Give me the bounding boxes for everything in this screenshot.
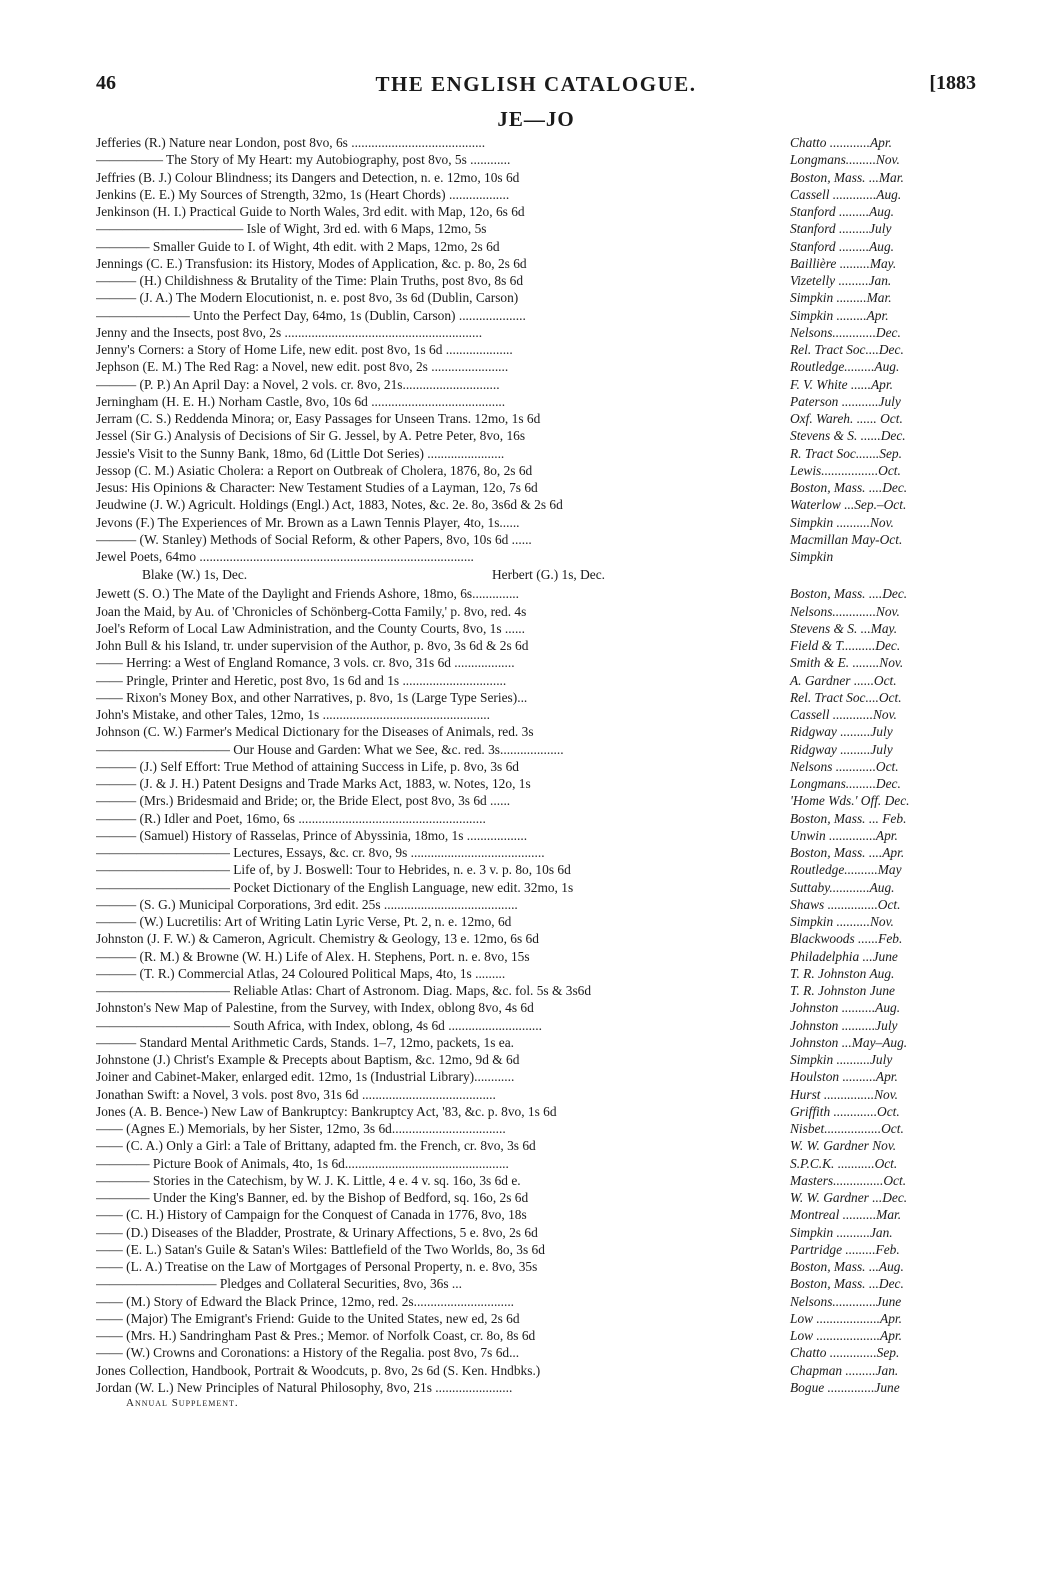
catalogue-entry (96, 1137, 976, 1154)
entry-publisher: Chapman .........Jan. (790, 1362, 899, 1378)
entry-title: ———— Picture Book of Animals, 4to, 1s 6d................................................. (96, 1155, 509, 1171)
catalogue-entry (96, 792, 976, 809)
catalogue-entry (96, 324, 976, 341)
catalogue-entry (96, 151, 976, 168)
entry-title: —— (L. A.) Treatise on the Law of Mortgages of Personal Property, n. e. 8vo, 35s (96, 1259, 538, 1274)
entries-list-b (96, 585, 976, 1396)
catalogue-entry (96, 238, 976, 255)
entry-publisher: Nisbet.................Oct. (790, 1121, 904, 1136)
entry-title: —————————— Life of, by J. Boswell: Tour to Hebrides, n. e. 3 v. p. 8o, 10s 6d (96, 862, 571, 878)
catalogue-entry (96, 255, 976, 272)
catalogue-entry (96, 1051, 976, 1068)
catalogue-entry (96, 1379, 976, 1396)
entry-title: Jerram (C. S.) Reddenda Minora; or, Easy Passages for Unseen Trans. 12mo, 1s 6d (96, 411, 541, 426)
catalogue-entry (96, 585, 976, 602)
entry-publisher: Nelsons.............June (790, 1293, 902, 1309)
catalogue-entry (96, 741, 976, 758)
entry-title: ——— (W.) Lucretilis: Art of Writing Latin Lyric Verse, Pt. 2, n. e. 12mo, 6d (96, 914, 512, 929)
entry-title: —— (Agnes E.) Memorials, by her Sister, 12mo, 3s 6d.................................. (96, 1121, 506, 1136)
entry-publisher: Simpkin .........Mar. (790, 290, 892, 306)
catalogue-entry (96, 913, 976, 930)
entry-title: ——— (R. M.) & Browne (W. H.) Life of Alex. H. Stephens, Port. n. e. 8vo, 15s (96, 948, 530, 964)
entry-publisher: Baillière .........May. (790, 255, 897, 271)
catalogue-page (96, 72, 976, 1410)
entry-publisher: Simpkin ..........Jan. (790, 1224, 893, 1240)
entry-title: Jonathan Swift: a Novel, 3 vols. post 8vo, 31s 6d ........................................ (96, 1086, 496, 1102)
entry-publisher: Macmillan May-Oct. (790, 531, 903, 547)
entry-title: Jessop (C. M.) Asiatic Cholera: a Report on Outbreak of Cholera, 1876, 8o, 2s 6d (96, 462, 533, 478)
entry-publisher: W. W. Gardner Nov. (790, 1138, 897, 1154)
catalogue-entry (96, 930, 976, 947)
entry-publisher: Partridge .........Feb. (790, 1241, 900, 1257)
entry-publisher: Suttaby............Aug. (790, 879, 895, 895)
entry-publisher: Paterson ...........July (790, 393, 901, 409)
entry-publisher: Smith & E. ........Nov. (790, 655, 904, 671)
entry-publisher: Boston, Mass. ... Feb. (790, 810, 907, 826)
entry-publisher: Field & T..........Dec. (790, 638, 901, 653)
entry-publisher: Stevens & S. ......Dec. (790, 428, 906, 444)
entry-title: Jefferies (R.) Nature near London, post 8vo, 6s ........................................ (96, 135, 486, 150)
entry-publisher: Boston, Mass. ....Dec. (790, 480, 908, 495)
catalogue-entry (96, 1189, 976, 1206)
entry-title: Johnson (C. W.) Farmer's Medical Dictionary for the Diseases of Animals, red. 3s (96, 724, 534, 740)
entry-publisher: Simpkin ..........July (790, 1052, 893, 1067)
entry-title: —————————— Our House and Garden: What we See, &c. red. 3s................... (96, 741, 564, 757)
entry-title: Joan the Maid, by Au. of 'Chronicles of Schönberg-Cotta Family,' p. 8vo, red. 4s (96, 603, 527, 619)
catalogue-entry (96, 1068, 976, 1085)
footer-signature: Annual Supplement. (126, 1397, 239, 1409)
entry-publisher: Simpkin .........Apr. (790, 307, 889, 323)
catalogue-entry (96, 999, 976, 1016)
catalogue-entry (96, 1293, 976, 1310)
entry-publisher: W. W. Gardner ...Dec. (790, 1190, 908, 1205)
catalogue-entry (96, 1155, 976, 1172)
entry-title: —— (E. L.) Satan's Guile & Satan's Wiles: Battlefield of the Two Worlds, 8o, 3s 6d (96, 1241, 545, 1257)
entry-title: ———— Smaller Guide to I. of Wight, 4th edit. with 2 Maps, 12mo, 2s 6d (96, 238, 500, 254)
entry-title: ——— (H.) Childishness & Brutality of the Time: Plain Truths, post 8vo, 8s 6d (96, 273, 524, 288)
catalogue-entry (96, 496, 976, 513)
entry-title: Jevons (F.) The Experiences of Mr. Brown as a Lawn Tennis Player, 4to, 1s...... (96, 514, 520, 530)
entry-title: ——— (J.) Self Effort: True Method of attaining Success in Life, p. 8vo, 3s 6d (96, 758, 520, 774)
entry-title: Jewel Poets, 64mo .................................................................................. (96, 549, 474, 564)
entry-title: —— (C. H.) History of Campaign for the Conquest of Canada in 1776, 8vo, 18s (96, 1207, 527, 1223)
catalogue-entry (96, 1258, 976, 1275)
entry-title: John Bull & his Island, tr. under supervision of the Author, p. 8vo, 3s 6d & 2s 6d (96, 638, 529, 653)
catalogue-entry (96, 1241, 976, 1258)
catalogue-entry (96, 272, 976, 289)
entry-title: —————————— Pocket Dictionary of the English Language, new edit. 32mo, 1s (96, 879, 574, 895)
catalogue-entry (96, 410, 976, 427)
catalogue-entry (96, 393, 976, 410)
entry-publisher: T. R. Johnston June (790, 983, 895, 998)
catalogue-entry (96, 462, 976, 479)
entry-publisher: Bogue ..............June (790, 1379, 900, 1395)
entry-title: Jenkins (E. E.) My Sources of Strength, 32mo, 1s (Heart Chords) .................. (96, 186, 510, 202)
entry-publisher: Philadelphia ...June (790, 948, 898, 964)
entry-publisher: Boston, Mass. ....Dec. (790, 586, 908, 602)
catalogue-entry (96, 810, 976, 827)
catalogue-entry (96, 289, 976, 306)
catalogue-entry (96, 514, 976, 531)
entry-title: —— (D.) Diseases of the Bladder, Prostrate, & Urinary Affections, 5 e. 8vo, 2s 6d (96, 1224, 538, 1240)
entry-publisher: Boston, Mass. ...Mar. (790, 169, 904, 185)
catalogue-entry (96, 1310, 976, 1327)
catalogue-entry (96, 758, 976, 775)
catalogue-entry (96, 531, 976, 548)
entry-publisher: Johnston ..........Aug. (790, 1000, 901, 1016)
entry-title: Jordan (W. L.) New Principles of Natural Philosophy, 8vo, 21s ....................... (96, 1379, 513, 1395)
entry-publisher: Stevens & S. ...May. (790, 620, 898, 636)
entry-publisher: Waterlow ...Sep.–Oct. (790, 497, 907, 513)
catalogue-entry (96, 620, 976, 637)
entry-title: —— (W.) Crowns and Coronations: a History of the Regalia. post 8vo, 7s 6d... (96, 1345, 520, 1361)
sub-item: Herbert (G.) 1s, Dec. (492, 567, 606, 583)
entry-title: ——— (Mrs.) Bridesmaid and Bride; or, the Bride Elect, post 8vo, 3s 6d ...... (96, 793, 511, 809)
entry-title: Jenny and the Insects, post 8vo, 2s ........................................................... (96, 324, 483, 340)
entry-publisher: Routledge..........May (790, 862, 902, 878)
entry-title: Johnston's New Map of Palestine, from the Survey, with Index, oblong 8vo, 4s 6d (96, 1000, 534, 1016)
entry-publisher: Stanford .........July (790, 221, 892, 237)
entry-publisher: A. Gardner ......Oct. (790, 672, 897, 688)
entry-title: Jesus: His Opinions & Character: New Testament Studies of a Layman, 12o, 7s 6d (96, 480, 538, 495)
entry-publisher: Simpkin ..........Nov. (790, 914, 894, 929)
entry-publisher: Nelsons ............Oct. (790, 758, 899, 774)
entry-title: —— Herring: a West of England Romance, 3 vols. cr. 8vo, 31s 6d .................. (96, 655, 515, 671)
entry-publisher: Ridgway .........July (790, 724, 893, 740)
entry-title: Johnston (J. F. W.) & Cameron, Agricult. Chemistry & Geology, 13 e. 12mo, 6s 6d (96, 931, 539, 947)
catalogue-entry (96, 1120, 976, 1137)
entry-title: —————————— Reliable Atlas: Chart of Astronom. Diag. Maps, &c. fol. 5s & 3s6d (96, 983, 592, 998)
sub-item: Blake (W.) 1s, Dec. (142, 567, 248, 583)
entry-publisher: Griffith .............Oct. (790, 1103, 900, 1119)
entry-title: ——— (Samuel) History of Rasselas, Prince of Abyssinia, 18mo, 1s .................. (96, 827, 528, 843)
entry-title: —— Rixon's Money Box, and other Narratives, p. 8vo, 1s (Large Type Series)... (96, 689, 528, 705)
entry-publisher: Nelsons.............Dec. (790, 324, 901, 340)
entry-title: Jenny's Corners: a Story of Home Life, new edit. post 8vo, 1s 6d .................... (96, 342, 513, 357)
entry-publisher: Oxf. Wareh. ...... Oct. (790, 411, 903, 426)
catalogue-entry (96, 445, 976, 462)
entries-list-a (96, 134, 976, 565)
entry-title: Jephson (E. M.) The Red Rag: a Novel, new edit. post 8vo, 2s ....................... (96, 359, 509, 375)
catalogue-entry (96, 896, 976, 913)
entry-title: ——— Standard Mental Arithmetic Cards, Stands. 1–7, 12mo, packets, 1s ea. (96, 1034, 515, 1050)
entry-publisher: Longmans.........Nov. (790, 152, 900, 168)
page-header (96, 72, 976, 106)
catalogue-entry (96, 186, 976, 203)
entry-title: —————————— Lectures, Essays, &c. cr. 8vo, 9s ........................................ (96, 845, 545, 860)
entry-title: Jones (A. B. Bence-) New Law of Bankruptcy: Bankruptcy Act, '83, &c. p. 8vo, 1s 6d (96, 1103, 557, 1119)
catalogue-entry (96, 1086, 976, 1103)
catalogue-entry (96, 1327, 976, 1344)
entry-title: ——— (W. Stanley) Methods of Social Reform, & other Papers, 8vo, 10s 6d ...... (96, 531, 532, 547)
catalogue-entry (96, 427, 976, 444)
entry-publisher: Cassell ............Nov. (790, 707, 897, 722)
catalogue-entry (96, 1034, 976, 1051)
entry-title: —— Pringle, Printer and Heretic, post 8vo, 1s 6d and 1s ............................... (96, 672, 507, 688)
entry-publisher: Blackwoods ......Feb. (790, 931, 903, 947)
entry-title: Jenkinson (H. I.) Practical Guide to North Wales, 3rd edit. with Map, 12o, 6s 6d (96, 204, 525, 219)
entry-publisher: 'Home Wds.' Off. Dec. (790, 793, 910, 809)
entry-publisher: Stanford .........Aug. (790, 238, 895, 254)
entry-publisher: F. V. White ......Apr. (790, 376, 893, 392)
catalogue-entry (96, 948, 976, 965)
entry-publisher: Stanford .........Aug. (790, 204, 895, 219)
catalogue-entry (96, 220, 976, 237)
entry-publisher: Cassell .............Aug. (790, 186, 902, 202)
entry-publisher: Low ...................Apr. (790, 1328, 902, 1343)
entry-title: Johnstone (J.) Christ's Example & Precepts about Baptism, &c. 12mo, 9d & 6d (96, 1052, 520, 1067)
entry-title: ———— Under the King's Banner, ed. by the Bishop of Bedford, sq. 16o, 2s 6d (96, 1190, 529, 1205)
entry-title: ———— Stories in the Catechism, by W. J. K. Little, 4 e. 4 v. sq. 16o, 3s 6d e. (96, 1172, 521, 1188)
entry-publisher: Nelsons.............Nov. (790, 603, 900, 619)
entry-title: —— (M.) Story of Edward the Black Prince, 12mo, red. 2s.............................. (96, 1293, 515, 1309)
entry-title: Jennings (C. E.) Transfusion: its History, Modes of Application, &c. p. 8o, 2s 6d (96, 255, 527, 271)
catalogue-entry (96, 965, 976, 982)
page-year: [1883 (929, 72, 976, 94)
entry-publisher: Johnston ...May–Aug. (790, 1034, 908, 1050)
catalogue-entry (96, 1224, 976, 1241)
entry-title: —— (Mrs. H.) Sandringham Past & Pres.; Memor. of Norfolk Coast, cr. 8o, 8s 6d (96, 1328, 536, 1343)
entry-title: ——— (R.) Idler and Poet, 16mo, 6s ........................................................ (96, 810, 486, 826)
catalogue-entry (96, 827, 976, 844)
entry-publisher: Routledge.........Aug. (790, 359, 900, 375)
entry-publisher: Chatto ............Apr. (790, 135, 892, 150)
entry-title: Jeudwine (J. W.) Agricult. Holdings (Engl.) Act, 1883, Notes, &c. 2e. 8o, 3s6d & 2s 6d (96, 497, 563, 513)
entry-publisher: Lewis.................Oct. (790, 462, 901, 478)
catalogue-entry (96, 844, 976, 861)
entry-title: John's Mistake, and other Tales, 12mo, 1s .................................................. (96, 707, 490, 722)
entry-publisher: S.P.C.K. ...........Oct. (790, 1155, 898, 1171)
catalogue-entry (96, 376, 976, 393)
entry-publisher: Montreal ..........Mar. (790, 1207, 902, 1223)
catalogue-entry (96, 1344, 976, 1361)
entry-publisher: Low ...................Apr. (790, 1310, 902, 1326)
entry-title: ——— (J. A.) The Modern Elocutionist, n. e. post 8vo, 3s 6d (Dublin, Carson) (96, 290, 519, 306)
sub-items (96, 565, 976, 585)
catalogue-entry (96, 672, 976, 689)
entry-publisher: Rel. Tract Soc....Dec. (790, 342, 904, 357)
entry-title: Jewett (S. O.) The Mate of the Daylight and Friends Ashore, 18mo, 6s.............. (96, 586, 519, 602)
page-number: 46 (96, 72, 116, 94)
entry-publisher: Johnston ..........July (790, 1017, 898, 1033)
entry-title: ——————————— Isle of Wight, 3rd ed. with 6 Maps, 12mo, 5s (96, 221, 487, 237)
entry-title: Jeffries (B. J.) Colour Blindness; its Dangers and Detection, n. e. 12mo, 10s 6d (96, 169, 520, 185)
catalogue-entry (96, 341, 976, 358)
catalogue-entry (96, 689, 976, 706)
entry-title: ————————— Pledges and Collateral Securities, 8vo, 36s ... (96, 1276, 462, 1292)
entry-title: —————————— South Africa, with Index, oblong, 4s 6d ............................ (96, 1017, 542, 1033)
entry-title: ——— (T. R.) Commercial Atlas, 24 Coloured Political Maps, 4to, 1s ......... (96, 965, 506, 981)
catalogue-entry (96, 358, 976, 375)
catalogue-entry (96, 723, 976, 740)
entry-title: Jones Collection, Handbook, Portrait & Woodcuts, p. 8vo, 2s 6d (S. Ken. Hndbks.) (96, 1362, 541, 1378)
catalogue-entry (96, 775, 976, 792)
running-title: THE ENGLISH CATALOGUE. (375, 72, 697, 96)
entry-publisher: Simpkin (790, 549, 834, 564)
section-heading: JE—JO (497, 107, 575, 131)
catalogue-entry (96, 479, 976, 496)
entry-publisher: Simpkin ..........Nov. (790, 514, 894, 530)
catalogue-entry (96, 982, 976, 999)
catalogue-entry (96, 1172, 976, 1189)
entry-title: Jessie's Visit to the Sunny Bank, 18mo, 6d (Little Dot Series) ....................... (96, 445, 505, 461)
entry-publisher: Boston, Mass. ...Dec. (790, 1276, 904, 1292)
entry-publisher: Boston, Mass. ...Aug. (790, 1259, 904, 1274)
entry-title: ——— (P. P.) An April Day: a Novel, 2 vols. cr. 8vo, 21s............................. (96, 376, 500, 392)
entry-title: Joel's Reform of Local Law Administration, and the County Courts, 8vo, 1s ...... (96, 620, 526, 636)
catalogue-entry (96, 1275, 976, 1292)
catalogue-entry (96, 654, 976, 671)
entry-title: ————— The Story of My Heart: my Autobiography, post 8vo, 5s ............ (96, 152, 511, 168)
catalogue-entry (96, 1017, 976, 1034)
catalogue-entry (96, 548, 976, 565)
entry-publisher: Masters...............Oct. (790, 1172, 907, 1188)
entry-publisher: Houlston ..........Apr. (790, 1069, 898, 1085)
entry-publisher: Ridgway .........July (790, 741, 893, 757)
catalogue-entry (96, 1362, 976, 1379)
entry-title: ——— (S. G.) Municipal Corporations, 3rd edit. 25s ........................................ (96, 896, 518, 912)
entry-publisher: Vizetelly .........Jan. (790, 273, 892, 288)
catalogue-entry (96, 134, 976, 151)
catalogue-entry (96, 307, 976, 324)
catalogue-entry (96, 169, 976, 186)
catalogue-entry (96, 879, 976, 896)
catalogue-entry (96, 706, 976, 723)
entry-title: Joiner and Cabinet-Maker, enlarged edit. 12mo, 1s (Industrial Library)............ (96, 1069, 515, 1085)
entry-publisher: T. R. Johnston Aug. (790, 965, 895, 981)
entry-publisher: Longmans.........Dec. (790, 776, 901, 791)
catalogue-entry (96, 637, 976, 654)
entry-publisher: Unwin ..............Apr. (790, 827, 898, 843)
entry-title: —— (Major) The Emigrant's Friend: Guide to the United States, new ed, 2s 6d (96, 1310, 520, 1326)
entry-publisher: Chatto ..............Sep. (790, 1345, 900, 1361)
entry-publisher: R. Tract Soc.......Sep. (790, 445, 902, 461)
entry-publisher: Boston, Mass. ....Apr. (790, 845, 905, 860)
catalogue-entry (96, 861, 976, 878)
entry-title: ——— (J. & J. H.) Patent Designs and Trade Marks Act, 1883, w. Notes, 12o, 1s (96, 776, 531, 791)
catalogue-entry (96, 203, 976, 220)
entry-title: —— (C. A.) Only a Girl: a Tale of Brittany, adapted fm. the French, cr. 8vo, 3s 6d (96, 1138, 536, 1154)
entry-title: ——————— Unto the Perfect Day, 64mo, 1s (Dublin, Carson) .................... (96, 307, 526, 323)
catalogue-entry (96, 1206, 976, 1223)
entry-publisher: Shaws ...............Oct. (790, 896, 901, 912)
entry-title: Jerningham (H. E. H.) Norham Castle, 8vo, 10s 6d ........................................ (96, 393, 506, 409)
catalogue-entry (96, 603, 976, 620)
entry-publisher: Hurst ...............Nov. (790, 1086, 898, 1102)
entry-publisher: Rel. Tract Soc....Oct. (790, 689, 902, 705)
entry-title: Jessel (Sir G.) Analysis of Decisions of Sir G. Jessel, by A. Petre Peter, 8vo, 16s (96, 428, 526, 444)
catalogue-entry (96, 1103, 976, 1120)
